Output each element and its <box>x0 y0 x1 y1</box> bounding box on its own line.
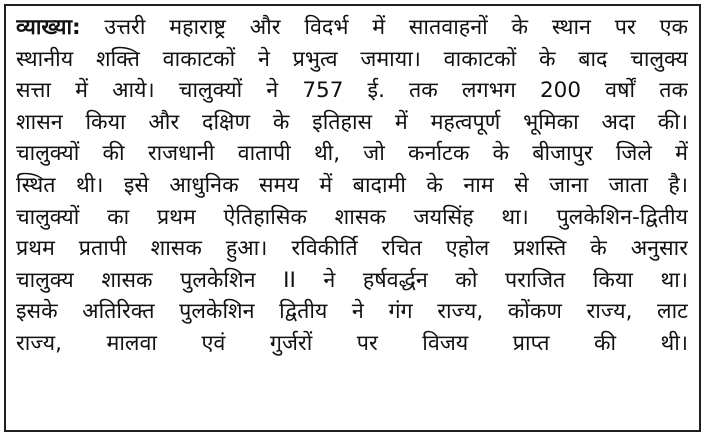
text-line-8: प्रथम प्रतापी शासक हुआ। रविकीर्ति रचित एहोल प्रशस्ति के अनुसार <box>16 236 688 262</box>
text-line-9: चालुक्य शासक पुलकेशिन II ने हर्षवर्द्धन को पराजित किया था। <box>16 267 688 293</box>
text-line-5: चालुक्यों की राजधानी वातापी थी, जो कर्नाटक के बीजापुर जिले में <box>16 141 688 167</box>
text-line-2: स्थानीय शक्ति वाकाटकों ने प्रभुत्व जमाया। वाकाटकों के बाद चालुक्य <box>16 46 688 72</box>
explanation-paragraph <box>16 12 688 360</box>
text-box <box>4 4 701 432</box>
text-line-11: राज्य, मालवा एवं गुर्जरों पर विजय प्राप्त की थी। <box>16 330 688 356</box>
text-line-6: स्थित थी। इसे आधुनिक समय में बादामी के नाम से जाना जाता है। <box>16 172 688 198</box>
text-line-10: इसके अतिरिक्त पुलकेशिन द्वितीय ने गंग राज्य, कोंकण राज्य, लाट <box>16 299 688 325</box>
explanation-label: व्याख्या: <box>16 15 81 40</box>
text-line-4: शासन किया और दक्षिण के इतिहास में महत्वपूर्ण भूमिका अदा की। <box>16 109 688 135</box>
text-line-1-body: उत्तरी महाराष्ट्र और विदर्भ में सातवाहनों के स्थान पर एक <box>104 15 688 40</box>
text-line-1 <box>16 12 688 44</box>
text-line-7: चालुक्यों का प्रथम ऐतिहासिक शासक जयसिंह था। पुलकेशिन-द्वितीय <box>16 204 688 230</box>
text-line-3: सत्ता में आये। चालुक्यों ने 757 ई. तक लगभग 200 वर्षों तक <box>16 78 688 104</box>
